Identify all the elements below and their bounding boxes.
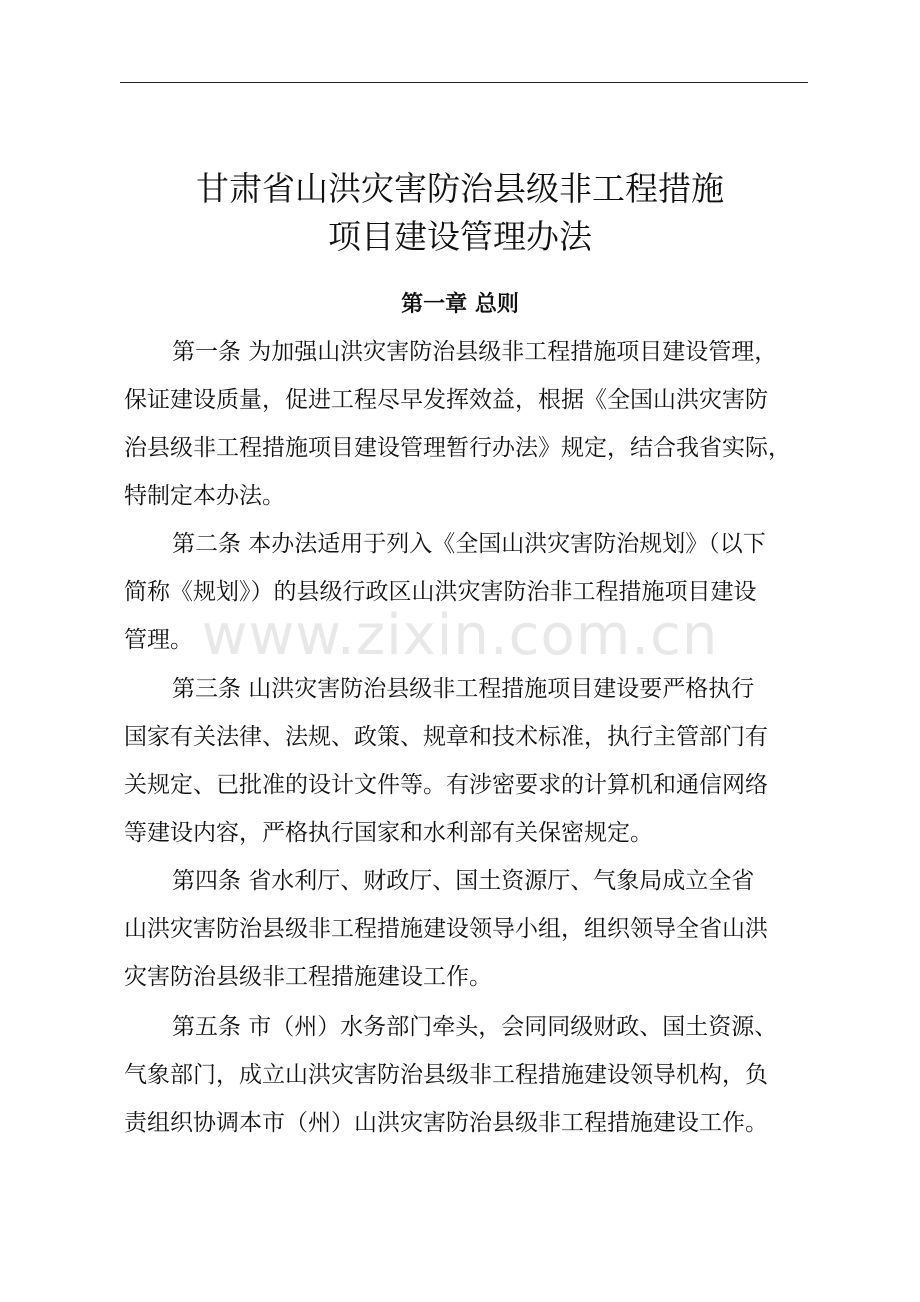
chapter-heading: 第一章 总则 (401, 292, 519, 317)
article-3-line-3: 关规定、已批准的设计文件等。有涉密要求的计算机和通信网络 (124, 772, 768, 798)
article-4-line-3: 灾害防治县级非工程措施建设工作。 (124, 964, 492, 990)
article-5-line-2: 气象部门，成立山洪灾害防治县级非工程措施建设领导机构，负 (124, 1062, 768, 1088)
article-4-line-1: 第四条 省水利厅、财政厅、国土资源厅、气象局成立全省 (172, 868, 755, 894)
article-4-line-2: 山洪灾害防治县级非工程措施建设领导小组，组织领导全省山洪 (124, 916, 768, 942)
document-title-line1: 甘肃省山洪灾害防治县级非工程措施 (196, 169, 724, 208)
header-rule (120, 82, 808, 83)
article-5-line-3: 责组织协调本市（州）山洪灾害防治县级非工程措施建设工作。 (124, 1110, 768, 1136)
article-1-line-3: 治县级非工程措施项目建设管理暂行办法》规定，结合我省实际， (124, 435, 791, 461)
article-1-line-2: 保证建设质量，促进工程尽早发挥效益，根据《全国山洪灾害防 (124, 387, 768, 413)
article-1-line-1: 第一条 为加强山洪灾害防治县级非工程措施项目建设管理， (172, 339, 778, 365)
watermark: www.zixin.com.cn (201, 603, 719, 668)
article-5-line-1: 第五条 市（州）水务部门牵头，会同同级财政、国土资源、 (172, 1014, 778, 1040)
article-3-line-1: 第三条 山洪灾害防治县级非工程措施项目建设要严格执行 (172, 676, 755, 702)
article-3-line-4: 等建设内容，严格执行国家和水利部有关保密规定。 (124, 820, 653, 846)
article-2-line-2: 简称《规划》）的县级行政区山洪灾害防治非工程措施项目建设 (124, 579, 757, 605)
article-1-line-4: 特制定本办法。 (124, 483, 285, 509)
article-3-line-2: 国家有关法律、法规、政策、规章和技术标准，执行主管部门有 (124, 724, 768, 750)
article-2-line-1: 第二条 本办法适用于列入《全国山洪灾害防治规划》（以下 (172, 531, 766, 557)
article-2-line-3: 管理。 (124, 627, 193, 653)
document-title-line2: 项目建设管理办法 (328, 217, 592, 256)
